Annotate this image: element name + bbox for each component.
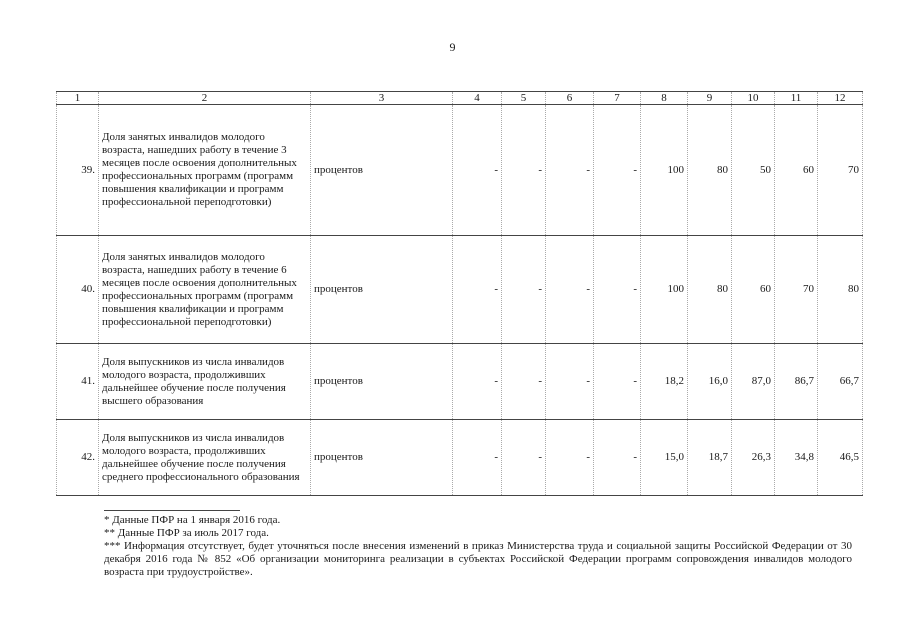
value-cell-6: - [546,236,594,344]
page-number: 9 [449,40,456,54]
unit-cell: процентов [311,236,453,344]
indicator-name: Доля занятых инвалидов молодого возраста, нашедших работу в течение 3 месяцев после освоения дополнительных профессиональных программ (программ повышения квалификации и программ профессиональной переподготовки) [99,105,311,236]
footnote-2: ** Данные ПФР за июль 2017 года. [104,527,269,539]
table-row [57,344,863,420]
row-number: 42. [57,420,99,496]
value-cell-7: - [594,236,641,344]
value-cell-11: 34,8 [775,420,818,496]
value-cell-11: 60 [775,105,818,236]
value-cell-4: - [453,344,502,420]
row-number: 39. [57,105,99,236]
footnotes [104,510,852,579]
value-cell-12: 70 [818,105,863,236]
value-cell-12: 46,5 [818,420,863,496]
table-row [57,420,863,496]
value-cell-8: 100 [641,105,688,236]
indicators-table [56,91,863,496]
header-cell-7: 7 [594,92,641,105]
value-cell-5: - [502,420,546,496]
value-cell-4: - [453,105,502,236]
header-cell-8: 8 [641,92,688,105]
indicator-name: Доля выпускников из числа инвалидов молодого возраста, продолживших дальнейшее обучение после получения среднего профессионального образования [99,420,311,496]
header-cell-4: 4 [453,92,502,105]
value-cell-8: 15,0 [641,420,688,496]
value-cell-8: 18,2 [641,344,688,420]
value-cell-10: 50 [732,105,775,236]
footnote-3: *** Информация отсутствует, будет уточняться после внесения изменений в приказ Министерства труда и социальной защиты Российской Федерации от 30 декабря 2016 года № 852 «Об организации мониторинга реализации в субъектах Российской Федерации программ сопровождения инвалидов молодого возраста при трудоустройстве». [104,540,852,578]
header-cell-2: 2 [99,92,311,105]
header-cell-11: 11 [775,92,818,105]
value-cell-9: 16,0 [688,344,732,420]
indicator-name: Доля занятых инвалидов молодого возраста, нашедших работу в течение 6 месяцев после освоения дополнительных профессиональных программ (программ повышения квалификации и программ профессиональной переподготовки) [99,236,311,344]
value-cell-10: 60 [732,236,775,344]
value-cell-4: - [453,420,502,496]
header-cell-3: 3 [311,92,453,105]
header-cell-6: 6 [546,92,594,105]
value-cell-11: 86,7 [775,344,818,420]
value-cell-4: - [453,236,502,344]
header-cell-12: 12 [818,92,863,105]
value-cell-7: - [594,420,641,496]
unit-cell: процентов [311,105,453,236]
header-cell-5: 5 [502,92,546,105]
row-number: 40. [57,236,99,344]
value-cell-7: - [594,105,641,236]
value-cell-12: 66,7 [818,344,863,420]
header-row [57,92,863,105]
unit-cell: процентов [311,420,453,496]
header-cell-9: 9 [688,92,732,105]
value-cell-11: 70 [775,236,818,344]
value-cell-9: 80 [688,236,732,344]
value-cell-6: - [546,105,594,236]
table-row [57,105,863,236]
value-cell-5: - [502,105,546,236]
value-cell-10: 87,0 [732,344,775,420]
value-cell-6: - [546,344,594,420]
value-cell-6: - [546,420,594,496]
header-cell-1: 1 [57,92,99,105]
value-cell-5: - [502,236,546,344]
header-cell-10: 10 [732,92,775,105]
value-cell-9: 80 [688,105,732,236]
table-row [57,236,863,344]
value-cell-8: 100 [641,236,688,344]
footnote-1: * Данные ПФР на 1 января 2016 года. [104,514,281,526]
indicator-name: Доля выпускников из числа инвалидов молодого возраста, продолживших дальнейшее обучение после получения высшего образования [99,344,311,420]
row-number: 41. [57,344,99,420]
value-cell-12: 80 [818,236,863,344]
value-cell-7: - [594,344,641,420]
value-cell-10: 26,3 [732,420,775,496]
value-cell-5: - [502,344,546,420]
footnote-divider [104,510,240,511]
value-cell-9: 18,7 [688,420,732,496]
unit-cell: процентов [311,344,453,420]
